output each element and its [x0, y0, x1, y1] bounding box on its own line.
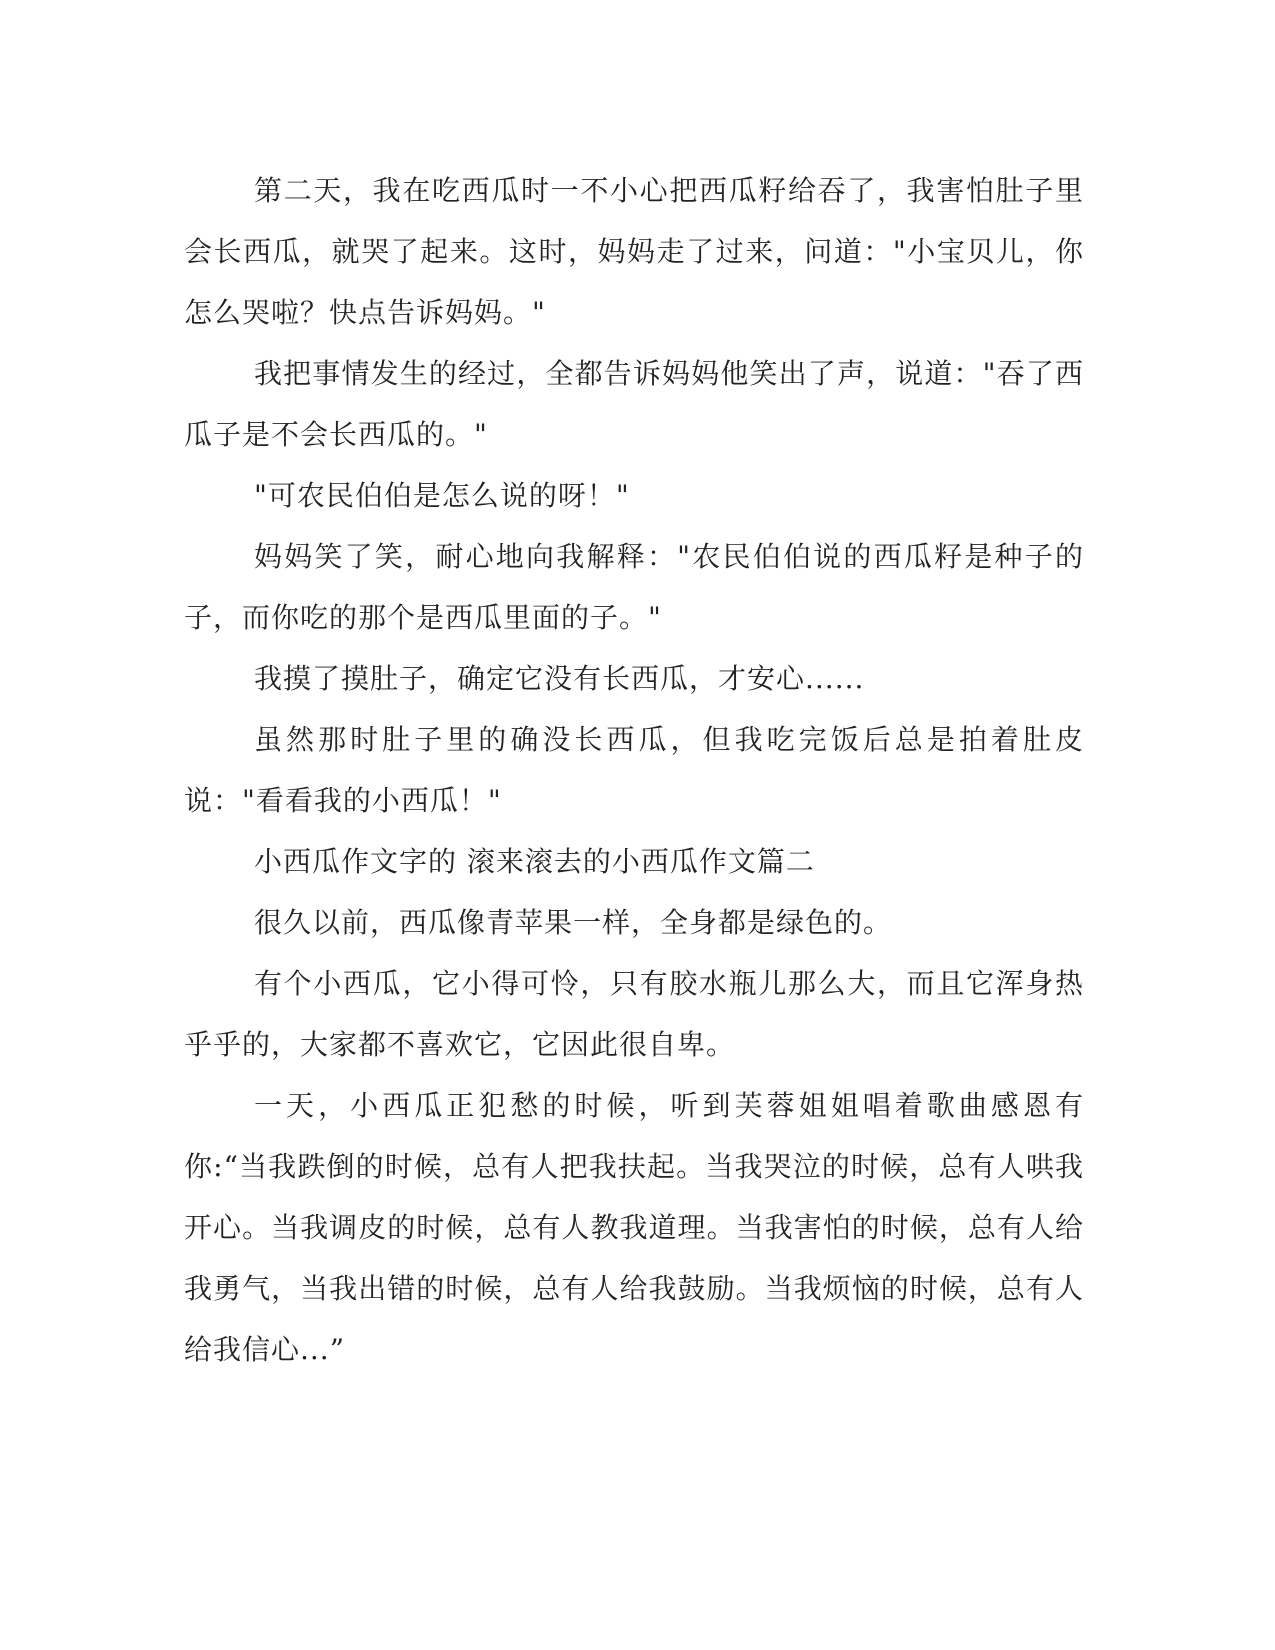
- paragraph: 一天，小西瓜正犯愁的时候，听到芙蓉姐姐唱着歌曲感恩有你:“当我跌倒的时候，总有人把我扶起。当我哭泣的时候，总有人哄我开心。当我调皮的时候，总有人教我道理。当我害怕的时候，总有人给我勇气，当我出错的时候，总有人给我鼓励。当我烦恼的时候，总有人给我信心...”: [184, 1089, 1084, 1366]
- paragraph: 我把事情发生的经过，全都告诉妈妈他笑出了声，说道："吞了西瓜子是不会长西瓜的。": [184, 357, 1084, 451]
- paragraph: 第二天，我在吃西瓜时一不小心把西瓜籽给吞了，我害怕肚子里会长西瓜，就哭了起来。这时，妈妈走了过来，问道："小宝贝儿，你怎么哭啦？快点告诉妈妈。": [184, 174, 1084, 329]
- document-body: [184, 160, 1084, 1380]
- paragraph: 很久以前，西瓜像青苹果一样，全身都是绿色的。: [254, 906, 893, 939]
- paragraph: 虽然那时肚子里的确没长西瓜，但我吃完饭后总是拍着肚皮说："看看我的小西瓜！": [184, 723, 1084, 817]
- paragraph: 有个小西瓜，它小得可怜，只有胶水瓶儿那么大，而且它浑身热乎乎的，大家都不喜欢它，它因此很自卑。: [184, 967, 1084, 1061]
- paragraph: 我摸了摸肚子，确定它没有长西瓜，才安心......: [254, 662, 865, 695]
- section-heading: 小西瓜作文字的 滚来滚去的小西瓜作文篇二: [254, 845, 815, 878]
- paragraph: "可农民伯伯是怎么说的呀！": [254, 479, 630, 512]
- paragraph: 妈妈笑了笑，耐心地向我解释："农民伯伯说的西瓜籽是种子的子，而你吃的那个是西瓜里面的子。": [184, 540, 1084, 634]
